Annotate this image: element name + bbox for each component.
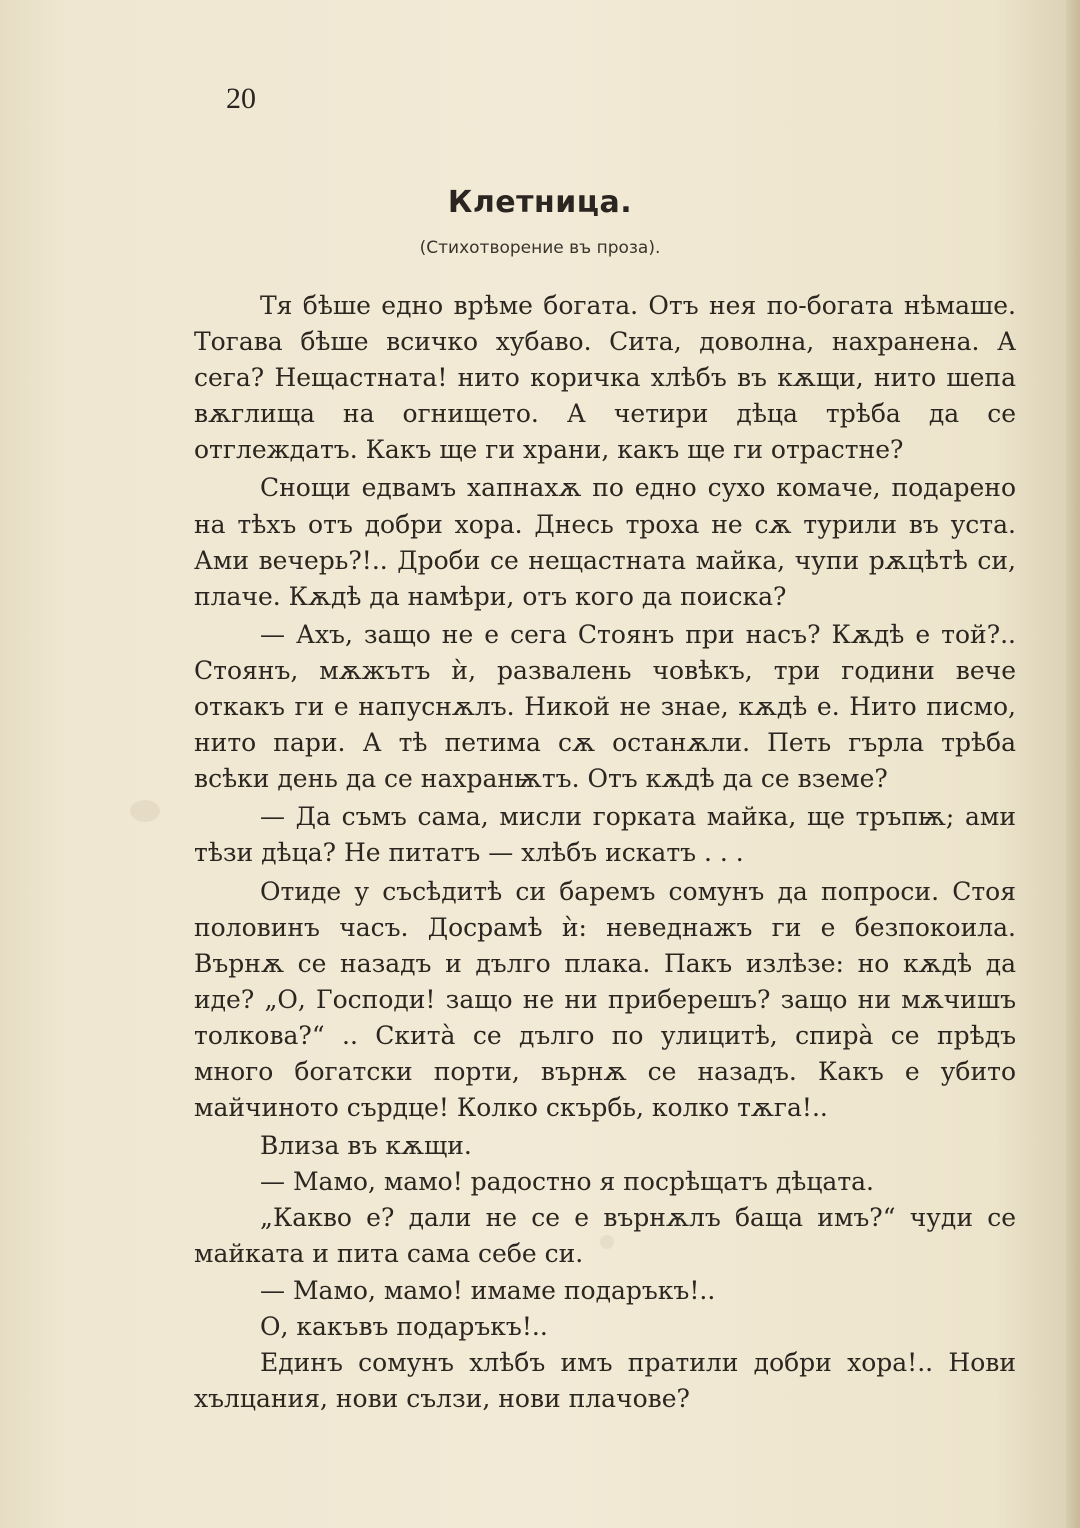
- paragraph: — Мамо, мамо! имаме подаръкъ!..: [260, 1275, 716, 1305]
- paragraph: О, какъвъ подаръкъ!..: [260, 1311, 548, 1341]
- paper-stain: [130, 800, 160, 822]
- poem-subtitle: (Стихотворение въ проза).: [419, 238, 661, 258]
- paragraph: Единъ сомунъ хлѣбъ имъ пратили добри хора!.. Нови хълцания, нови сълзи, нови плачове?: [194, 1347, 1016, 1413]
- paragraph: Отиде у съсѣдитѣ си баремъ сомунъ да попроси. Стоя половинъ часъ. Досрамѣ ѝ: неведнажъ ги е безпокоила. Върнѫ се назадъ и дълго плака. Пакъ излѣзе: но кѫдѣ да иде? „О, Господи! защо не ни приберешъ? защо ни мѫчишъ толкова?“ .. Скитà се дълго по улицитѣ, спирà се прѣдъ много богатски порти, върнѫ се назадъ. Какъ е убито майчиното сърдце! Колко скърбь, колко тѫга!..: [194, 876, 1016, 1123]
- paragraph: Тя бѣше едно врѣме богата. Отъ нея по-богата нѣмаше. Тогава бѣше всичко хубаво. Сита, доволна, нахранена. А сега? Нещастната! нито коричка хлѣбъ въ кѫщи, нито шепа вѫглища на огнището. А четири дѣца трѣба да се отглеждатъ. Какъ ще ги храни, какъ ще ги отрастне?: [194, 291, 1016, 465]
- page-number: 20: [226, 82, 256, 115]
- paragraph: Влиза въ кѫщи.: [260, 1131, 472, 1161]
- paragraph: „Какво е? дали не се е върнѫлъ баща имъ?“ чуди се майката и пита сама себе си.: [194, 1203, 1016, 1269]
- paragraph: — Мамо, мамо! радостно я посрѣщатъ дѣцата.: [260, 1167, 875, 1197]
- page-edge: [1066, 0, 1080, 1528]
- paragraph: — Да съмъ сама, мисли горката майка, ще тръпѭ; ами тѣзи дѣца? Не питатъ — хлѣбъ искатъ . . .: [194, 802, 1016, 868]
- poem-title: Клетница.: [447, 185, 633, 220]
- paragraph: — Ахъ, защо не е сега Стоянъ при насъ? Кѫдѣ е той?.. Стоянъ, мѫжътъ ѝ, развалень човѣкъ, три години вече откакъ ги е напуснѫлъ. Никой не знае, кѫдѣ е. Нито писмо, нито пари. А тѣ петима сѫ останѫли. Петь гърла трѣба всѣки день да се нахранѭтъ. Отъ кѫдѣ да се вземе?: [194, 619, 1016, 794]
- body-text: [194, 288, 1016, 1417]
- paragraph: Снощи едвамъ хапнахѫ по едно сухо комаче, подарено на тѣхъ отъ добри хора. Днесь троха не сѫ турили въ уста. Ами вечерь?!.. Дроби се нещастната майка, чупи рѫцѣтѣ си, плаче. Кѫдѣ да намѣри, отъ кого да поиска?: [194, 473, 1016, 611]
